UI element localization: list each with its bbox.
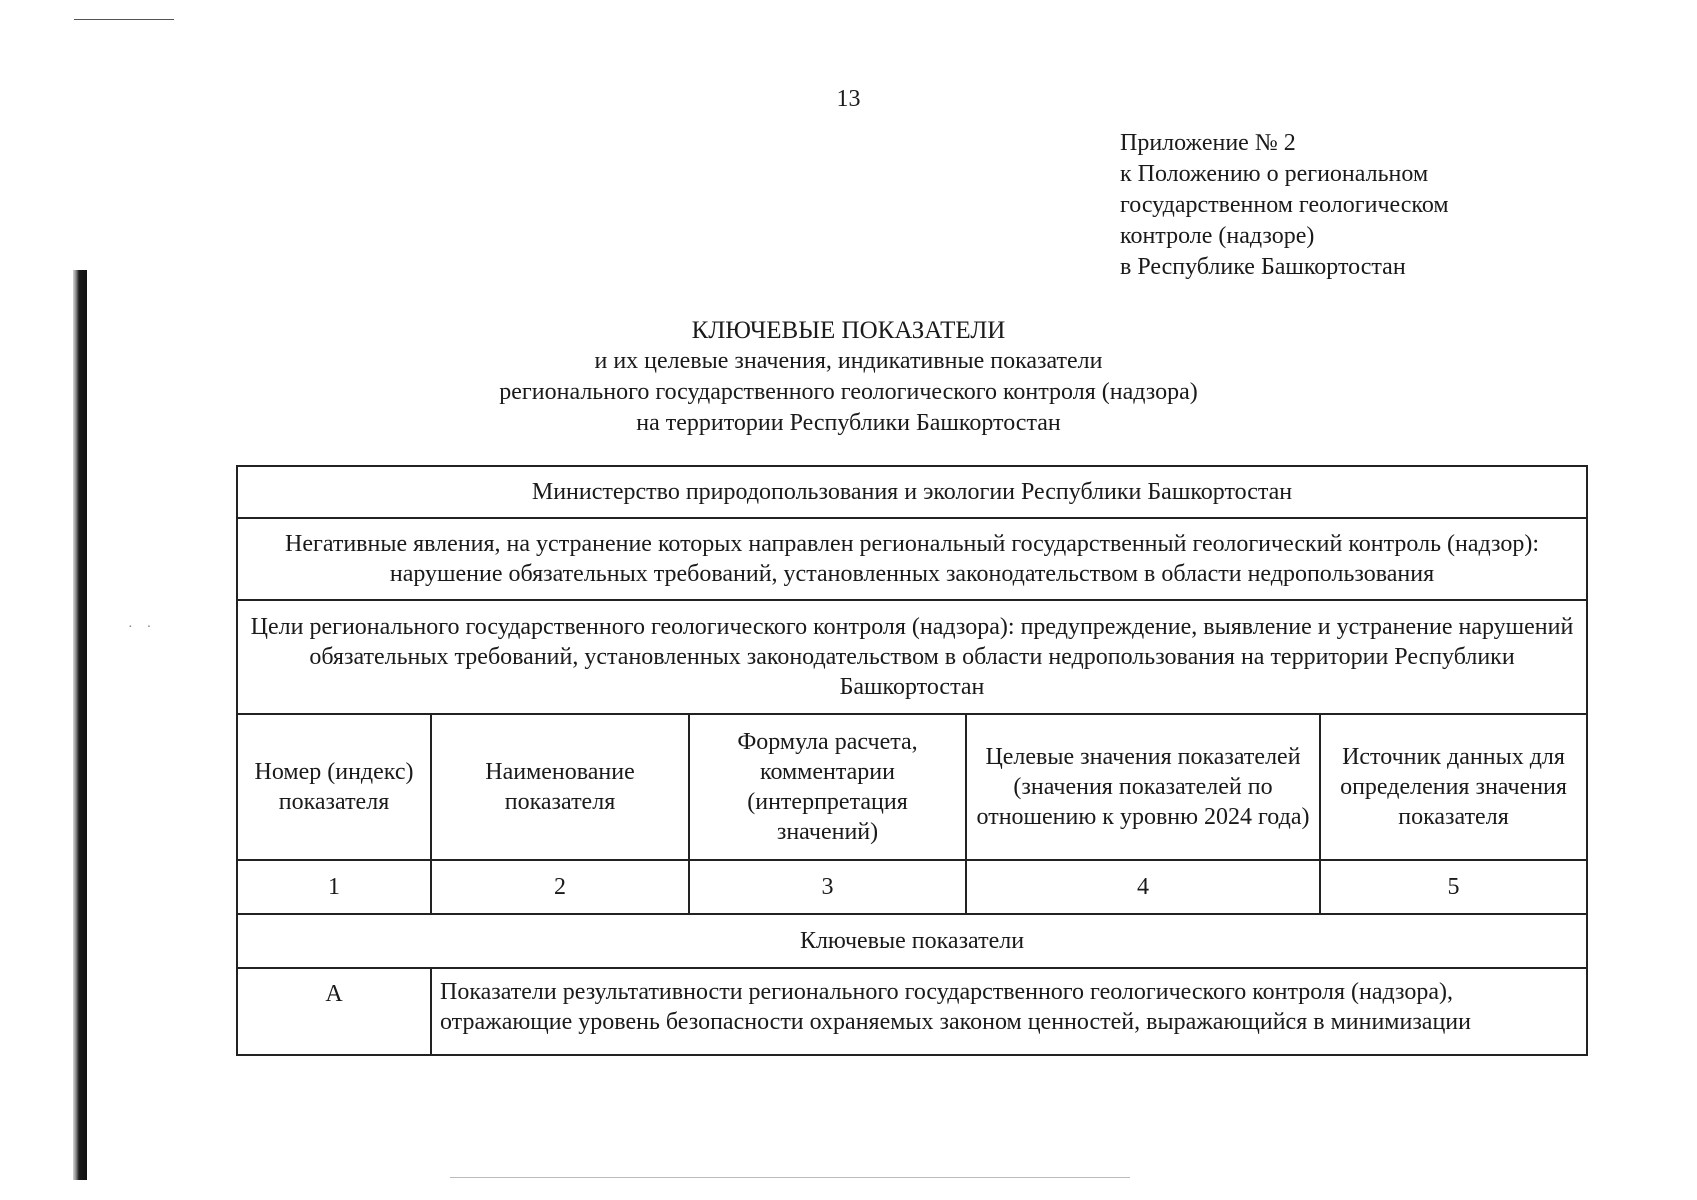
appendix-line: к Положению о региональном <box>1120 161 1429 187</box>
scan-artifact-specks: · · <box>128 620 152 635</box>
column-number-row <box>237 860 1587 914</box>
column-header: Источник данных для определения значения показателя <box>1320 714 1587 860</box>
section-row <box>237 914 1587 968</box>
indicators-table <box>236 465 1588 1056</box>
ministry-cell: Министерство природопользования и экологии Республики Башкортостан <box>237 466 1587 518</box>
goals-cell: Цели регионального государственного геологического контроля (надзора): предупреждение, выявление и устранение нарушений обязательных требований, установленных законодательством в области недропользования на территории Республики Башкортостан <box>237 600 1587 714</box>
column-number: 4 <box>966 860 1320 914</box>
column-number: 1 <box>237 860 431 914</box>
document-subtitle-line: и их целевые значения, индикативные показатели <box>594 348 1103 374</box>
document-subtitle-line: на территории Республики Башкортостан <box>636 410 1061 436</box>
negative-phenomena-cell: Негативные явления, на устранение которых направлен региональный государственный геологический контроль (надзор): нарушение обязательных требований, установленных законодательством в области недропользования <box>237 518 1587 600</box>
column-header: Наименование показателя <box>431 714 689 860</box>
section-title-cell: Ключевые показатели <box>237 914 1587 968</box>
table-row <box>237 466 1587 518</box>
appendix-line: в Республике Башкортостан <box>1120 254 1406 280</box>
appendix-note <box>1120 128 1449 283</box>
appendix-line: Приложение № 2 <box>1120 130 1296 156</box>
column-number: 5 <box>1320 860 1587 914</box>
column-number: 3 <box>689 860 966 914</box>
table-row <box>237 518 1587 600</box>
row-description-cell: Показатели результативности регионального государственного геологического контроля (надзора), отражающие уровень безопасности охраняемых законом ценностей, выражающийся в минимизации <box>431 968 1587 1055</box>
table-header-row <box>237 714 1587 860</box>
appendix-line: государственном геологическом <box>1120 192 1449 218</box>
appendix-line: контроле (надзоре) <box>1120 223 1315 249</box>
document-heading <box>0 315 1697 439</box>
column-number: 2 <box>431 860 689 914</box>
column-header: Номер (индекс) показателя <box>237 714 431 860</box>
document-title: КЛЮЧЕВЫЕ ПОКАЗАТЕЛИ <box>691 317 1006 344</box>
scan-artifact-bottom-line <box>450 1177 1130 1178</box>
column-header: Формула расчета, комментарии (интерпретация значений) <box>689 714 966 860</box>
row-index-cell: А <box>237 968 431 1055</box>
page-number: 13 <box>836 86 861 112</box>
scan-artifact-top-line <box>74 19 174 20</box>
column-header: Целевые значения показателей (значения показателей по отношению к уровню 2024 года) <box>966 714 1320 860</box>
document-subtitle-line: регионального государственного геологического контроля (надзора) <box>499 379 1198 405</box>
table-row <box>237 600 1587 714</box>
table-row <box>237 968 1587 1055</box>
